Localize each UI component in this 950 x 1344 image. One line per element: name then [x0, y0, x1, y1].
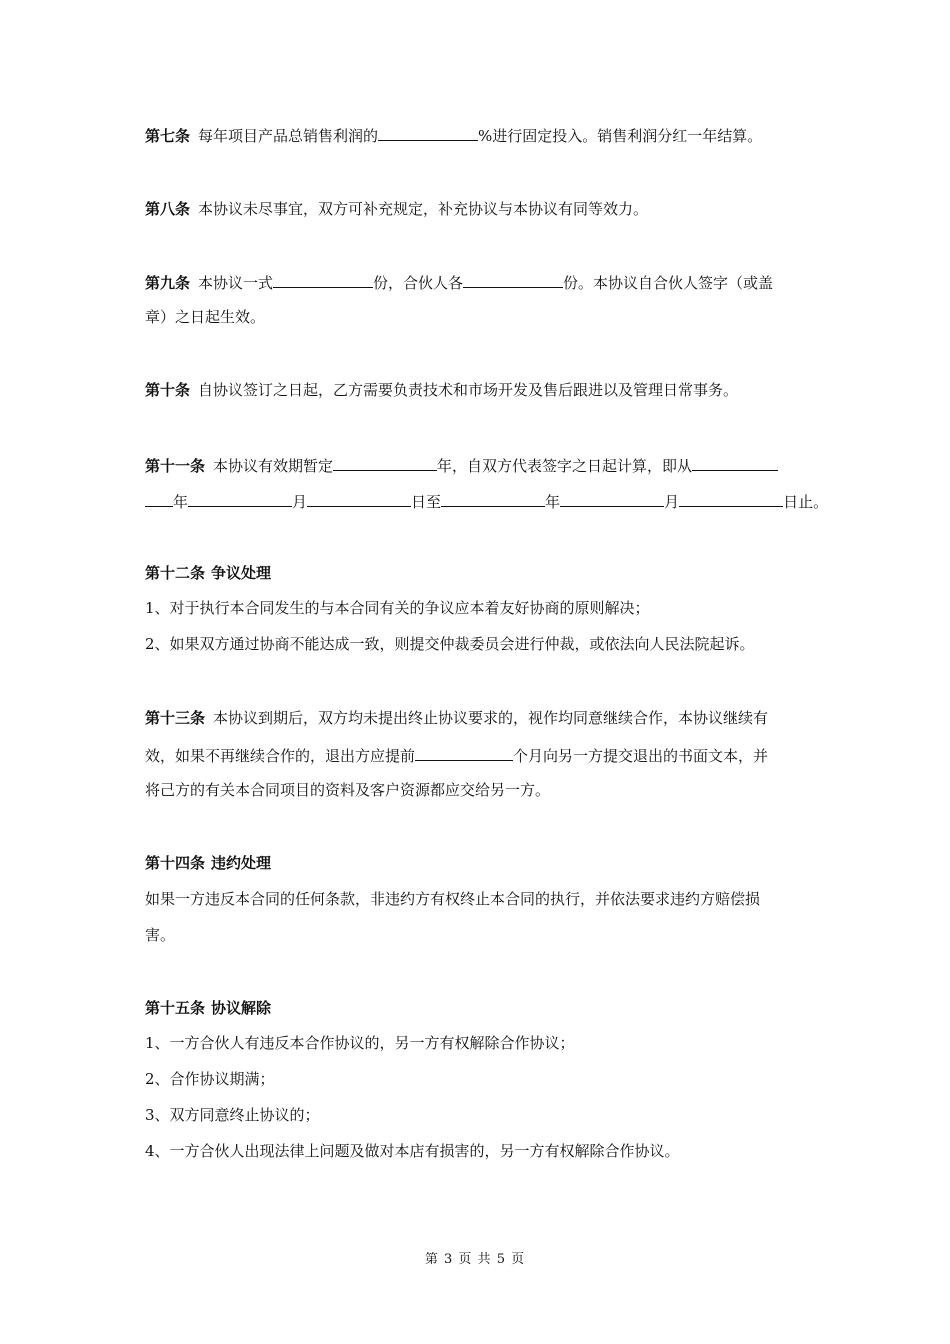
- list-item: 4、一方合伙人出现法律上问题及做对本店有损害的，另一方有权解除合作协议。: [145, 1142, 680, 1160]
- fill-blank-start-year-cont[interactable]: [145, 490, 173, 507]
- article-label: 第八条: [145, 200, 191, 218]
- fill-blank-end-year[interactable]: [441, 490, 545, 507]
- list-item: 2、合作协议期满；: [145, 1070, 275, 1088]
- list-item: 1、一方合伙人有违反本合作协议的，另一方有权解除合作协议；: [145, 1034, 575, 1052]
- article-text: 本协议未尽事宜，双方可补充规定，补充协议与本协议有同等效力。: [198, 200, 649, 218]
- fill-blank-start-day[interactable]: [307, 490, 411, 507]
- unit-month: 月: [664, 493, 680, 511]
- article-text: 每年项目产品总销售利润的: [198, 127, 379, 145]
- article-15-heading: [145, 998, 271, 1018]
- fill-blank-end-month[interactable]: [560, 490, 664, 507]
- article-text: 效，如果不再继续合作的，退出方应提前: [145, 747, 416, 765]
- unit-day-to: 日至: [411, 493, 442, 511]
- article-text: 本协议有效期暂定: [213, 457, 334, 475]
- page-number-footer: 第 3 页 共 5 页: [424, 1252, 526, 1267]
- article-title: 争议处理: [211, 564, 272, 582]
- article-13-continued: [145, 780, 550, 800]
- fill-blank-percent[interactable]: [378, 124, 478, 141]
- unit-year: 年: [545, 493, 561, 511]
- article-text: 如果一方违反本合同的任何条款，非违约方有权终止本合同的执行，并依法要求违约方赔偿损: [145, 890, 761, 908]
- article-label: 第七条: [145, 127, 191, 145]
- fill-blank-term-years[interactable]: [333, 454, 437, 471]
- article-13-continued: [145, 744, 768, 766]
- article-9-continued: [145, 307, 265, 327]
- article-text: 自协议签订之日起，乙方需要负责技术和市场开发及售后跟进以及管理日常事务。: [198, 381, 739, 399]
- article-label: 第十四条: [145, 854, 206, 872]
- fill-blank-end-day[interactable]: [679, 490, 783, 507]
- unit-day-end: 日止。: [783, 493, 829, 511]
- article-11: [145, 454, 778, 476]
- article-text: 害。: [145, 926, 176, 944]
- article-8: [145, 199, 648, 219]
- article-text: 本协议一式: [198, 274, 274, 292]
- list-item: 2、如果双方通过协商不能达成一致，则提交仲裁委员会进行仲裁，或依法向人民法院起诉。: [145, 635, 755, 653]
- article-text: 将己方的有关本合同项目的资料及客户资源都应交给另一方。: [145, 781, 551, 799]
- fill-blank-copies[interactable]: [273, 271, 373, 288]
- unit-year: 年: [173, 493, 189, 511]
- fill-blank-copies-each[interactable]: [463, 271, 563, 288]
- article-label: 第十五条: [145, 999, 206, 1017]
- article-title: 违约处理: [211, 854, 272, 872]
- article-12-heading: [145, 563, 271, 583]
- fill-blank-start-month[interactable]: [188, 490, 292, 507]
- article-text: 章）之日起生效。: [145, 308, 266, 326]
- article-text: 份，合伙人各: [373, 274, 464, 292]
- article-label: 第九条: [145, 274, 191, 292]
- article-text: 份。本协议自合伙人签字（或盖: [563, 274, 774, 292]
- article-10: [145, 380, 738, 400]
- article-9: [145, 271, 773, 293]
- article-text: 个月向另一方提交退出的书面文本，并: [513, 747, 769, 765]
- article-label: 第十三条: [145, 709, 206, 727]
- article-14-heading: [145, 853, 271, 873]
- unit-month: 月: [292, 493, 308, 511]
- article-text: 本协议到期后，双方均未提出终止协议要求的，视作均同意继续合作，本协议继续有: [213, 709, 769, 727]
- article-label: 第十二条: [145, 564, 206, 582]
- article-text: %进行固定投入。销售利润分红一年结算。: [478, 127, 763, 145]
- article-text: 年，自双方代表签字之日起计算，即从: [437, 457, 693, 475]
- article-13: [145, 708, 768, 728]
- fill-blank-notice-months[interactable]: [415, 744, 513, 761]
- article-label: 第十条: [145, 381, 191, 399]
- list-item: 1、对于执行本合同发生的与本合同有关的争议应本着友好协商的原则解决；: [145, 599, 650, 617]
- article-label: 第十一条: [145, 457, 206, 475]
- article-title: 协议解除: [211, 999, 272, 1017]
- article-11-continued: [145, 490, 828, 512]
- article-7: [145, 124, 762, 146]
- list-item: 3、双方同意终止协议的；: [145, 1106, 320, 1124]
- fill-blank-start-year[interactable]: [692, 454, 778, 471]
